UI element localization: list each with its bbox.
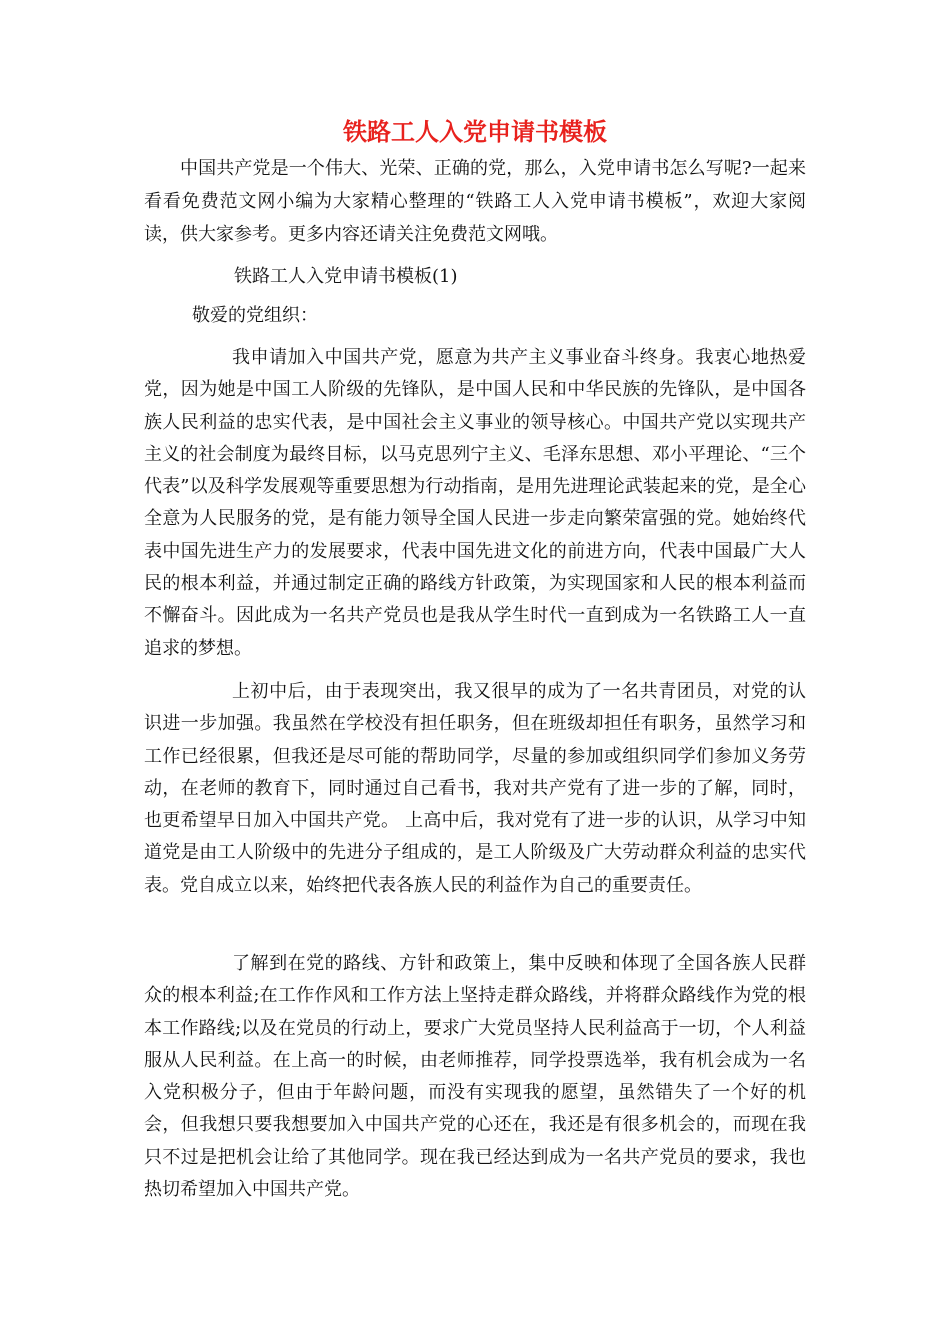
intro-paragraph: 中国共产党是一个伟大、光荣、正确的党，那么，入党申请书怎么写呢?一起来看看免费范文网小编为大家精心整理的“铁路工人入党申请书模板”，欢迎大家阅读，供大家参考。更多内容还请关注免费范文网哦。 — [144, 158, 806, 245]
body-paragraph-2: 上初中后，由于表现突出，我又很早的成为了一名共青团员，对党的认识进一步加强。我虽然在学校没有担任职务，但在班级却担任有职务，虽然学习和工作已经很累，但我还是尽可能的帮助同学，尽量的参加或组织同学们参加义务劳动，在老师的教育下，同时通过自己看书，我对共产党有了进一步的了解，同时，也更希望早日加入中国共产党。 上高中后，我对党有了进一步的认识，从学习中知道党是由工人阶级中的先进分子组成的，是工人阶级及广大劳动群众利益的忠实代表。党自成立以来，始终把代表各族人民的利益作为自己的重要责任。 — [144, 681, 806, 896]
section-subtitle: 铁路工人入党申请书模板(1) — [234, 266, 458, 287]
body-paragraph-1: 我申请加入中国共产党，愿意为共产主义事业奋斗终身。我衷心地热爱党，因为她是中国工人阶级的先锋队，是中国人民和中华民族的先锋队，是中国各族人民利益的忠实代表，是中国社会主义事业的领导核心。中国共产党以实现共产主义的社会制度为最终目标，以马克思列宁主义、毛泽东思想、邓小平理论、“三个代表”以及科学发展观等重要思想为行动指南，是用先进理论武装起来的党，是全心全意为人民服务的党，是有能力领导全国人民进一步走向繁荣富强的党。她始终代表中国先进生产力的发展要求，代表中国先进文化的前进方向，代表中国最广大人民的根本利益，并通过制定正确的路线方针政策，为实现国家和人民的根本利益而不懈奋斗。因此成为一名共产党员也是我从学生时代一直到成为一名铁路工人一直追求的梦想。 — [144, 347, 806, 659]
body-paragraph-3: 了解到在党的路线、方针和政策上，集中反映和体现了全国各族人民群众的根本利益;在工作作风和工作方法上坚持走群众路线，并将群众路线作为党的根本工作路线;以及在党员的行动上，要求广大党员坚持人民利益高于一切，个人利益服从人民利益。在上高一的时候，由老师推荐，同学投票选举，我有机会成为一名入党积极分子，但由于年龄问题，而没有实现我的愿望，虽然错失了一个好的机会，但我想只要我想要加入中国共产党的心还在，我还是有很多机会的，而现在我只不过是把机会让给了其他同学。现在我已经达到成为一名共产党员的要求，我也热切希望加入中国共产党。 — [144, 953, 806, 1201]
salutation: 敬爱的党组织： — [192, 305, 318, 326]
document-title: 铁路工人入党申请书模板 — [343, 118, 607, 146]
